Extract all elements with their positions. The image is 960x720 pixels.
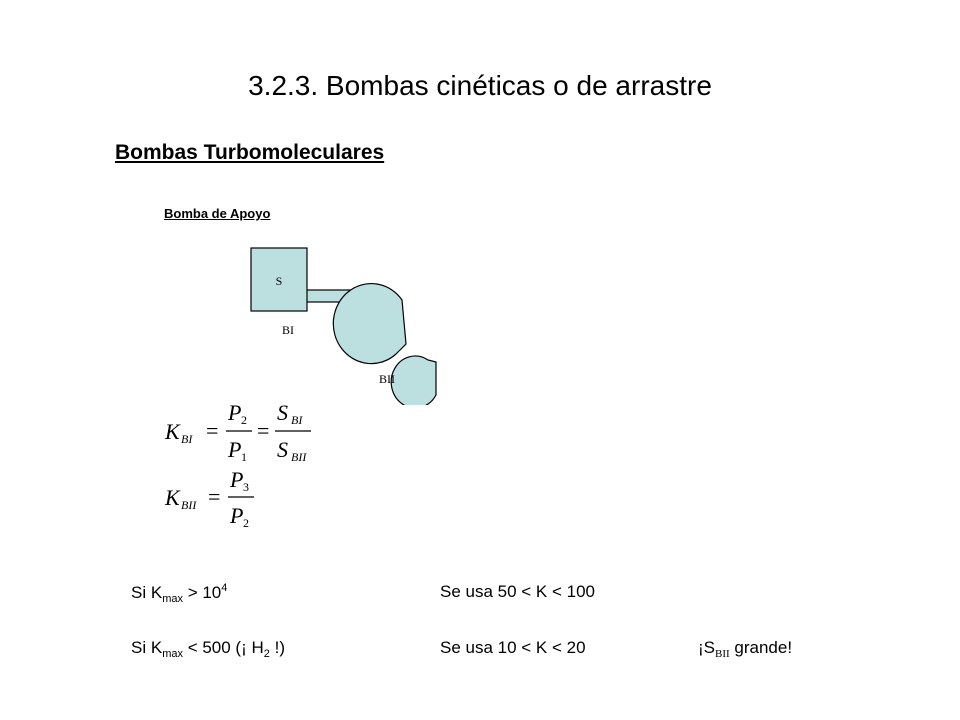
usage-2: Se usa 10 < K < 20 — [440, 638, 586, 657]
pump-bi-shape — [333, 284, 406, 364]
s-bii-symbol: S — [277, 437, 288, 462]
condition-subscript: max — [162, 593, 183, 605]
condition-text: Si K — [131, 638, 163, 657]
section-heading: Bombas Turbomoleculares — [115, 141, 385, 164]
support-pump-label: Bomba de Apoyo — [164, 206, 271, 221]
usage-1: Se usa 50 < K < 100 — [440, 582, 596, 601]
condition-text: !) — [269, 638, 285, 657]
equals-sign: = — [208, 484, 221, 509]
p3-symbol: P — [230, 467, 244, 492]
note-subscript: BII — [715, 648, 730, 660]
k-subscript-bii: BII — [181, 498, 197, 512]
chamber-s-label: S — [275, 274, 283, 288]
p2-subscript: 2 — [241, 413, 247, 427]
p3-subscript: 3 — [243, 480, 249, 494]
pump-bii-shape — [391, 356, 436, 405]
p1-subscript: 1 — [241, 450, 247, 464]
pump-diagram — [240, 240, 450, 405]
page-title: 3.2.3. Bombas cinéticas o de arrastre — [248, 70, 712, 101]
s-bii-subscript: BII — [291, 450, 307, 464]
condition-superscript: 4 — [221, 582, 228, 594]
formula-k-bi — [160, 395, 320, 465]
note-sbii-large — [698, 638, 792, 660]
formula-k-bii — [160, 465, 280, 535]
equals-sign: = — [257, 418, 270, 443]
equals-sign: = — [206, 418, 219, 443]
condition-text: Si K — [131, 583, 163, 602]
condition-1 — [131, 582, 227, 605]
condition-text: < 500 (¡ H — [182, 638, 264, 657]
condition-text: > 10 — [182, 583, 222, 602]
s-bi-symbol: S — [277, 400, 288, 425]
p2-symbol: P — [230, 503, 244, 528]
condition-subscript: max — [162, 648, 183, 660]
note-text: ¡S — [698, 638, 715, 657]
pump-bi-label: BI — [282, 323, 294, 337]
p1-symbol: P — [228, 437, 242, 462]
k-symbol: K — [165, 419, 180, 444]
p2-subscript: 2 — [243, 516, 249, 530]
k-subscript-bi: BI — [181, 432, 193, 446]
k-symbol: K — [165, 485, 180, 510]
h2-subscript: 2 — [263, 648, 270, 660]
note-text: grande! — [729, 638, 793, 657]
condition-2 — [131, 638, 285, 660]
s-bi-subscript: BI — [291, 413, 303, 427]
pump-bii-label: BII — [379, 372, 395, 386]
p2-symbol: P — [228, 400, 242, 425]
